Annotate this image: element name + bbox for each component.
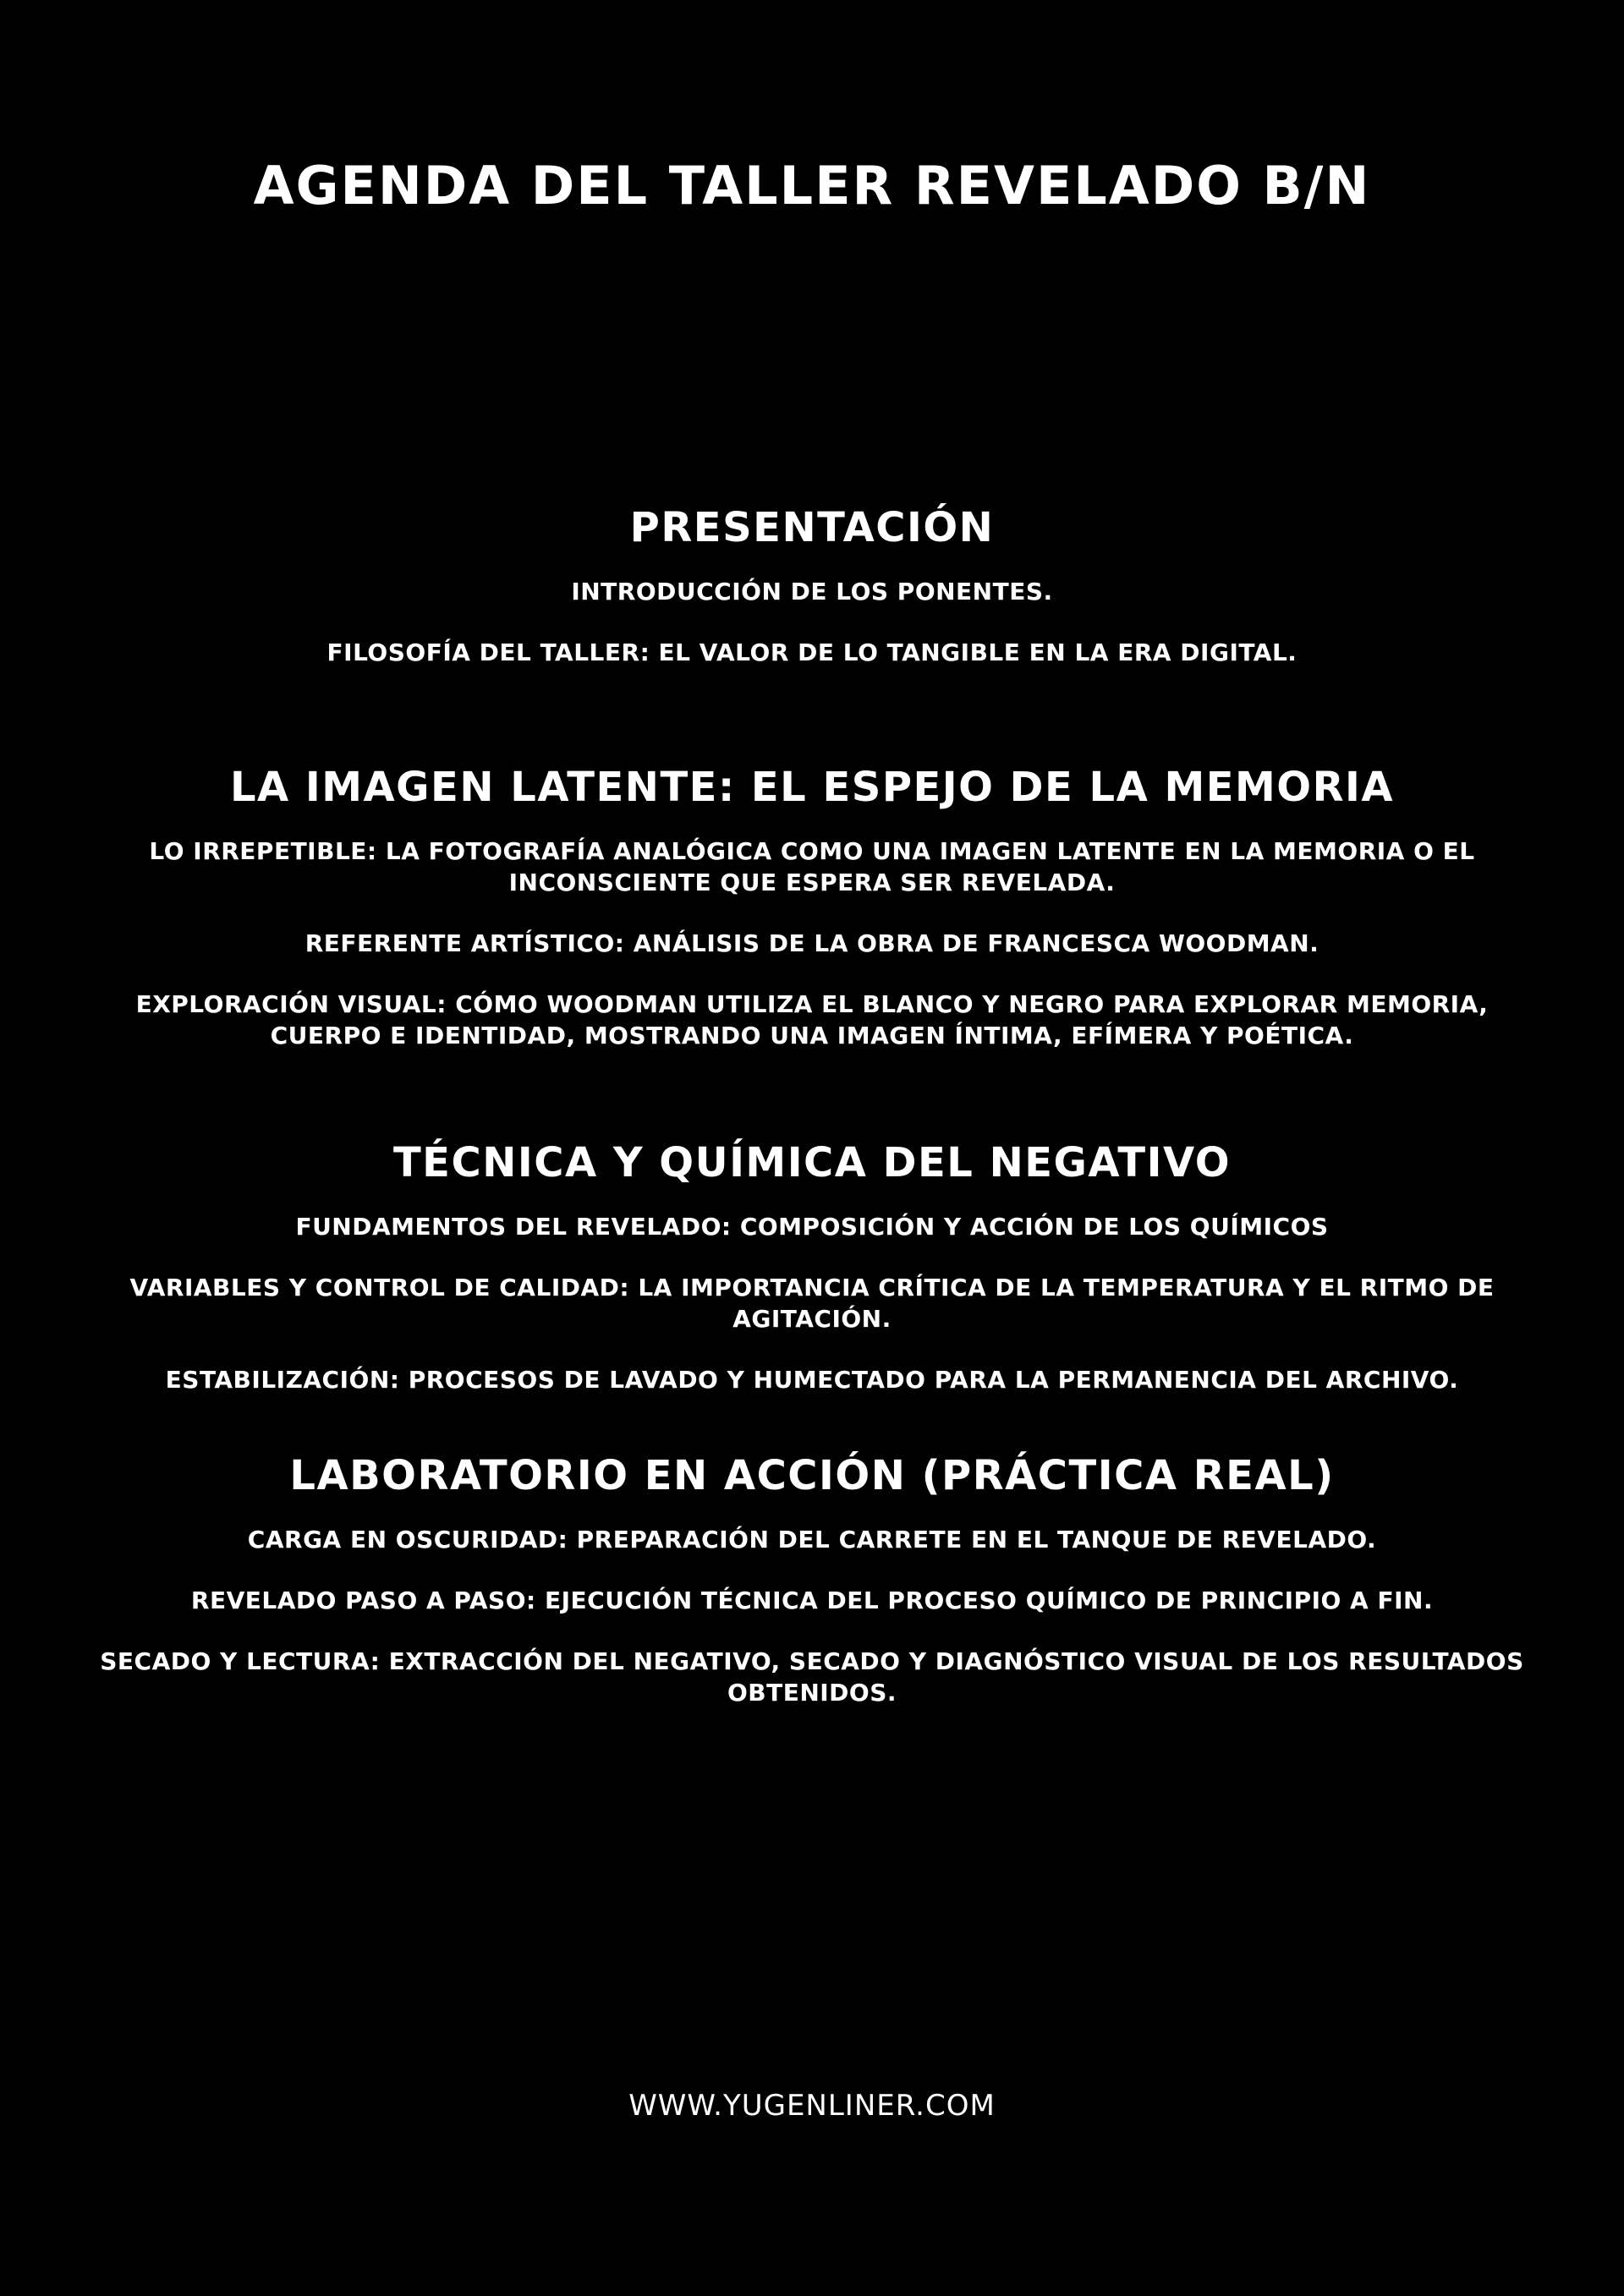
section-imagen-latente <box>93 761 1531 1051</box>
section-heading-laboratorio: LABORATORIO EN ACCIÓN (PRÁCTICA REAL) <box>289 1452 1335 1499</box>
agenda-item: INTRODUCCIÓN DE LOS PONENTES. <box>571 578 1053 606</box>
section-item-list <box>93 1211 1531 1395</box>
section-heading-imagen-latente: LA IMAGEN LATENTE: EL ESPEJO DE LA MEMORIA <box>229 764 1395 811</box>
agenda-item: CARGA EN OSCURIDAD: PREPARACIÓN DEL CARRETE EN EL TANQUE DE REVELADO. <box>247 1526 1377 1553</box>
agenda-item: FILOSOFÍA DEL TALLER: EL VALOR DE LO TANGIBLE EN LA ERA DIGITAL. <box>326 638 1298 666</box>
agenda-item: REFERENTE ARTÍSTICO: ANÁLISIS DE LA OBRA DE FRANCESCA WOODMAN. <box>304 929 1320 957</box>
page-title: AGENDA DEL TALLER REVELADO B/N <box>253 155 1371 216</box>
section-tecnica-quimica <box>93 1137 1531 1395</box>
section-item-list <box>93 1524 1531 1708</box>
section-item-list <box>93 836 1531 1051</box>
section-heading-tecnica-quimica: TÉCNICA Y QUÍMICA DEL NEGATIVO <box>392 1139 1232 1186</box>
section-item-list <box>93 576 1531 668</box>
agenda-item: EXPLORACIÓN VISUAL: CÓMO WOODMAN UTILIZA EL BLANCO Y NEGRO PARA EXPLORAR MEMORIA, CUERPO E IDENTIDAD, MOSTRANDO UNA IMAGEN ÍNTIMA, EFÍMERA Y POÉTICA. <box>135 990 1489 1049</box>
section-laboratorio <box>93 1449 1531 1708</box>
agenda-item: VARIABLES Y CONTROL DE CALIDAD: LA IMPORTANCIA CRÍTICA DE LA TEMPERATURA Y EL RITMO DE AGITACIÓN. <box>129 1274 1495 1333</box>
agenda-item: ESTABILIZACIÓN: PROCESOS DE LAVADO Y HUMECTADO PARA LA PERMANENCIA DEL ARCHIVO. <box>165 1366 1459 1394</box>
agenda-item: REVELADO PASO A PASO: EJECUCIÓN TÉCNICA DEL PROCESO QUÍMICO DE PRINCIPIO A FIN. <box>190 1586 1434 1614</box>
section-presentacion <box>93 501 1531 668</box>
section-heading-presentacion: PRESENTACIÓN <box>629 504 995 551</box>
agenda-item: SECADO Y LECTURA: EXTRACCIÓN DEL NEGATIVO, SECADO Y DIAGNÓSTICO VISUAL DE LOS RESULTADOS OBTENIDOS. <box>100 1647 1524 1707</box>
agenda-item: FUNDAMENTOS DEL REVELADO: COMPOSICIÓN Y ACCIÓN DE LOS QUÍMICOS <box>295 1213 1329 1241</box>
agenda-item: LO IRREPETIBLE: LA FOTOGRAFÍA ANALÓGICA COMO UNA IMAGEN LATENTE EN LA MEMORIA O EL INCONSCIENTE QUE ESPERA SER REVELADA. <box>149 837 1475 896</box>
footer-url: WWW.YUGENLINER.COM <box>628 2089 996 2123</box>
